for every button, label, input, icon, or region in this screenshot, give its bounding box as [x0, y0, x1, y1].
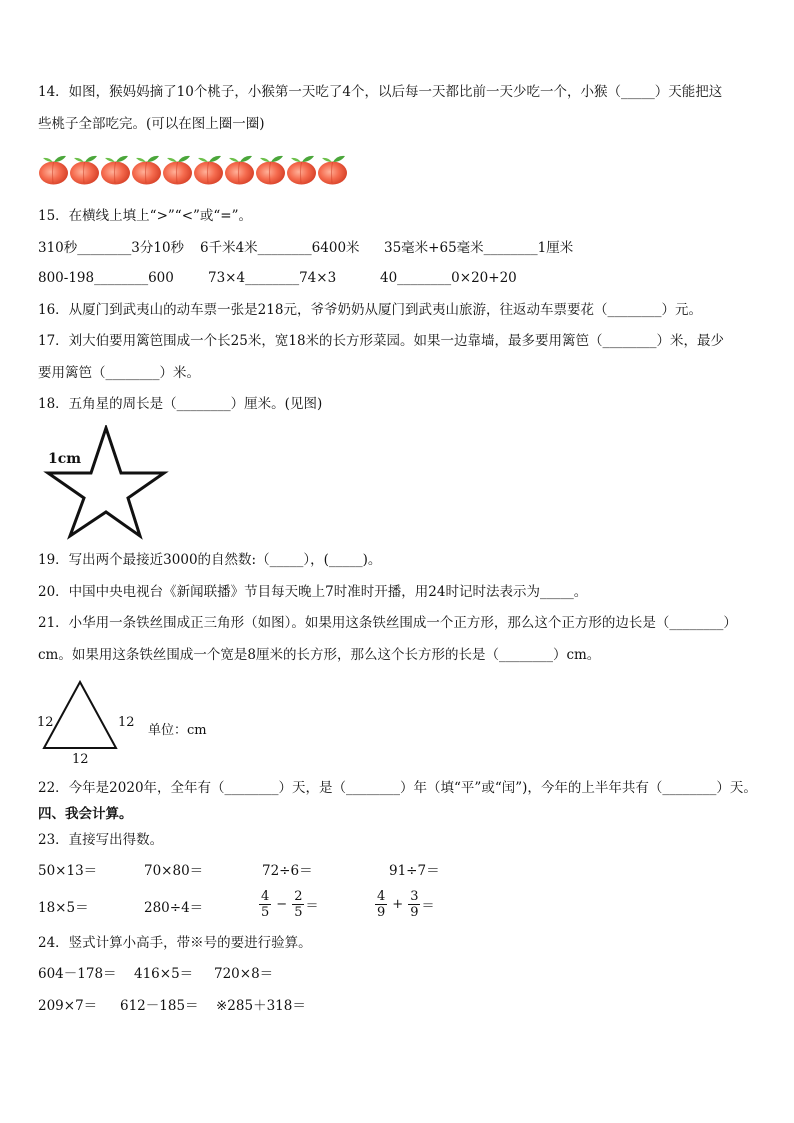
calc-item: 209×7＝	[38, 998, 98, 1014]
q19-text: 19．写出两个最接近3000的自然数:（_____），(_____)。	[38, 552, 382, 568]
denominator: 9	[410, 905, 419, 920]
q15-item: 800-198________600	[38, 270, 174, 286]
peach-icon	[317, 153, 348, 185]
peach-icon	[286, 153, 317, 185]
calc-item: 72÷6＝	[262, 863, 313, 879]
q24-title: 24．竖式计算小高手，带※号的要进行验算。	[38, 935, 312, 951]
q14-line1: 14．如图，猴妈妈摘了10个桃子，小猴第一天吃了4个，以后每一天都比前一天少吃一个，小猴（_____）天能把这	[38, 84, 723, 100]
q17-line2: 要用篱笆（________）米。	[38, 365, 200, 381]
star-figure	[42, 425, 170, 541]
q22-text: 22．今年是2020年，全年有（________）天，是（________）年（填“平”或“闰”)，今年的上半年共有（________）天。	[38, 780, 757, 796]
q21-line1: 21．小华用一条铁丝围成正三角形（如图）。如果用这条铁丝围成一个正方形，那么这个正方形的边长是（________）	[38, 615, 737, 631]
denominator: 5	[294, 905, 303, 920]
q17-line1: 17．刘大伯要用篱笆围成一个长25米，宽18米的长方形菜园。如果一边靠墙，最多要用篱笆（________）米，最少	[38, 333, 725, 349]
numerator: 4	[377, 889, 386, 904]
triangle-figure	[34, 676, 234, 768]
peach-icon	[255, 153, 286, 185]
peach-icon	[38, 153, 69, 185]
fraction-expression-2	[374, 889, 434, 920]
triangle-side-right: 12	[118, 715, 135, 730]
q18-text: 18．五角星的周长是（________）厘米。(见图)	[38, 396, 323, 412]
unit-label: 单位：cm	[148, 723, 207, 738]
q20-text: 20．中国中央电视台《新闻联播》节目每天晚上7时准时开播，用24时记时法表示为_____。	[38, 584, 588, 600]
calc-item: 720×8＝	[214, 966, 274, 982]
operator: +	[392, 897, 404, 912]
numerator: 2	[294, 889, 303, 904]
calc-item: 50×13＝	[38, 863, 98, 879]
q23-title: 23．直接写出得数。	[38, 832, 164, 848]
denominator: 5	[261, 905, 270, 920]
q15-item: 73×4________74×3	[208, 270, 337, 286]
calc-item: 18×5＝	[38, 900, 89, 916]
q15-item: 35毫米+65毫米________1厘米	[384, 240, 574, 256]
peach-icon	[69, 153, 100, 185]
q14-line2: 些桃子全部吃完。(可以在图上圈一圈)	[38, 116, 265, 132]
equals-sign: ＝	[305, 899, 319, 914]
q15-item: 40________0×20+20	[380, 270, 517, 286]
peach-icon	[131, 153, 162, 185]
star-shape	[48, 428, 164, 536]
numerator: 3	[410, 889, 419, 904]
triangle-shape	[44, 682, 116, 748]
numerator: 4	[261, 889, 270, 904]
calc-item: 280÷4＝	[144, 900, 204, 916]
star-side-label: 1cm	[48, 451, 82, 467]
triangle-side-bottom: 12	[72, 752, 89, 767]
peach-icon	[224, 153, 255, 185]
equals-sign: ＝	[421, 899, 435, 914]
q16-text: 16．从厦门到武夷山的动车票一张是218元，爷爷奶奶从厦门到武夷山旅游，往返动车票要花（________）元。	[38, 302, 702, 318]
operator: −	[276, 897, 288, 912]
calc-item: 604－178＝	[38, 966, 117, 982]
denominator: 9	[377, 905, 386, 920]
calc-item: 612－185＝	[120, 998, 199, 1014]
section-heading: 四、我会计算。	[38, 806, 133, 822]
peach-icon	[100, 153, 131, 185]
peach-icon	[162, 153, 193, 185]
calc-item: 416×5＝	[134, 966, 194, 982]
calc-item: 70×80＝	[144, 863, 204, 879]
calc-item: 91÷7＝	[389, 863, 440, 879]
q15-item: 310秒________3分10秒	[38, 240, 185, 256]
q15-item: 6千米4米________6400米	[200, 240, 360, 256]
calc-item: ※285＋318＝	[216, 998, 306, 1014]
q15-title: 15．在横线上填上“>”“<”或“=”。	[38, 208, 253, 224]
triangle-side-left: 12	[37, 715, 54, 730]
fraction-expression-1	[258, 889, 318, 920]
peach-row	[38, 153, 348, 187]
peach-icon	[193, 153, 224, 185]
q21-line2: cm。如果用这条铁丝围成一个宽是8厘米的长方形，那么这个长方形的长是（________）cm。	[38, 647, 601, 663]
